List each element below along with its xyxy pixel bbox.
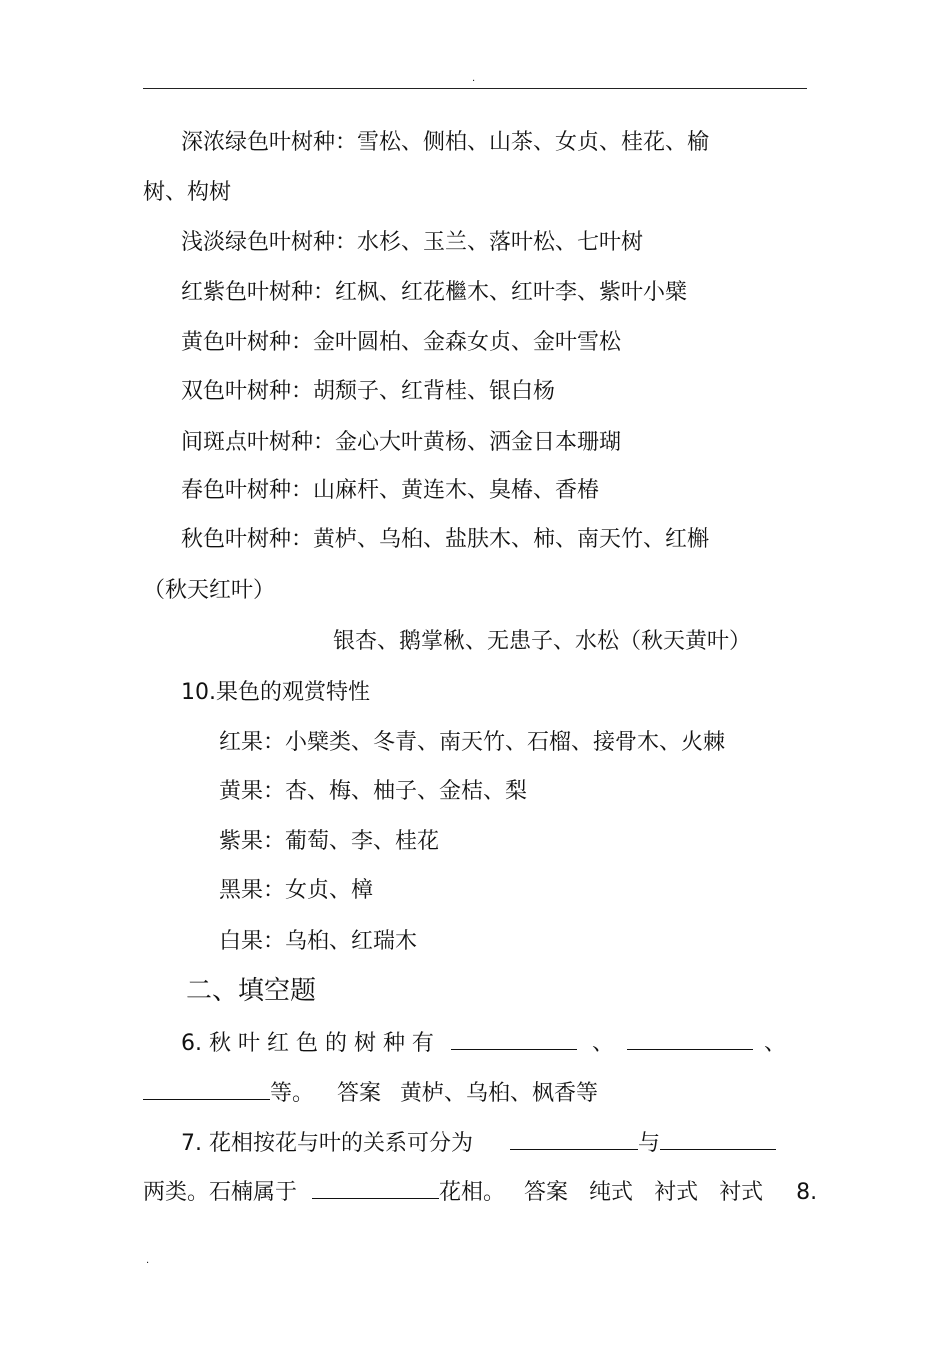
q6-suffix: 等。 [270,1081,315,1106]
q6-blank-2 [627,1027,753,1050]
autumn-line-2: （秋天红叶） [143,578,276,603]
light-green-line: 浅淡绿色叶树种：水杉、玉兰、落叶松、七叶树 [181,230,644,255]
question-6-line-1 [181,1027,786,1058]
yellow-leaf-line: 黄色叶树种：金叶圆柏、金森女贞、金叶雪松 [181,330,622,355]
bicolor-line: 双色叶树种：胡颓子、红背桂、银白杨 [181,379,556,404]
q6-blank-1 [451,1027,577,1050]
q7-answer-2: 衬式 [654,1180,699,1205]
q7-blank-2 [660,1127,776,1150]
spring-line: 春色叶树种：山麻杆、黄连木、臭椿、香椿 [181,478,600,503]
q6-answer-label: 答案 [337,1081,382,1106]
question-6-line-2 [143,1077,598,1108]
q7-blank-3 [312,1176,439,1199]
q7-mid: 与 [637,1131,660,1156]
black-fruit-line: 黑果：女贞、樟 [219,878,374,903]
q6-blank-3 [143,1077,270,1100]
purple-fruit-line: 紫果：葡萄、李、桂花 [219,829,440,854]
question-7-line-2 [143,1176,817,1207]
q6-sep-2: 、 [763,1031,786,1056]
next-question-number: 8. [796,1180,818,1205]
q7-line2-mid: 花相。 [439,1180,506,1205]
red-fruit-line: 红果：小檗类、冬青、南天竹、石榴、接骨木、火棘 [219,730,726,755]
q7-answer-label: 答案 [524,1180,569,1205]
section-title: 二、填空题 [186,976,317,1006]
q7-prefix: 7. 花相按花与叶的关系可分为 [181,1131,473,1156]
red-purple-line: 红紫色叶树种：红枫、红花檵木、红叶李、紫叶小檗 [181,280,688,305]
spotted-line: 间斑点叶树种：金心大叶黄杨、洒金日本珊瑚 [181,430,622,455]
q7-line2-prefix: 两类。石楠属于 [143,1180,298,1205]
fruit-heading: 10.果色的观赏特性 [181,680,370,705]
white-fruit-line: 白果：乌桕、红瑞木 [219,929,418,954]
q7-blank-1 [510,1127,638,1150]
footer-mark: . [146,1255,150,1266]
q7-answer-1: 纯式 [589,1180,634,1205]
q6-answer: 黄栌、乌桕、枫香等 [400,1081,599,1106]
q6-sep-1: 、 [591,1031,614,1056]
header-rule [143,88,807,89]
q7-answer-3: 衬式 [719,1180,764,1205]
dark-green-line-2: 树、构树 [143,180,232,205]
yellow-fruit-line: 黄果：杏、梅、柚子、金桔、梨 [219,779,528,804]
autumn-line-3: 银杏、鹅掌楸、无患子、水松（秋天黄叶） [333,629,752,654]
q6-prefix: 6. 秋 叶 红 色 的 树 种 有 [181,1031,434,1056]
dark-green-line-1: 深浓绿色叶树种：雪松、侧柏、山茶、女贞、桂花、榆 [181,130,710,155]
header-mark: . [472,73,476,84]
autumn-line-1: 秋色叶树种：黄栌、乌桕、盐肤木、柿、南天竹、红槲 [181,527,710,552]
question-7-line-1 [181,1127,776,1158]
